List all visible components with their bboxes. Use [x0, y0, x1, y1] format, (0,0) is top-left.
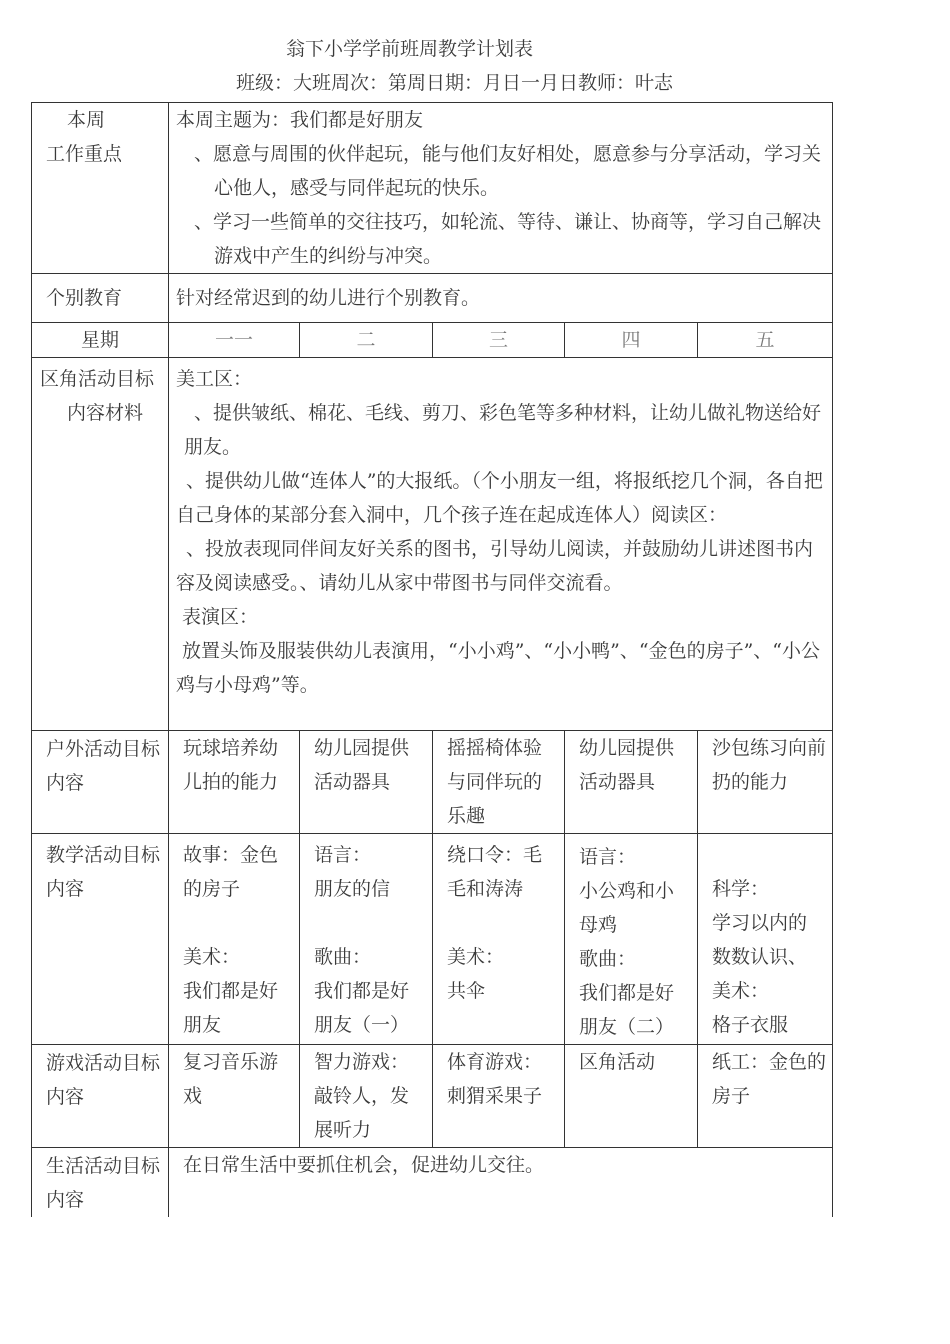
- outdoor-mon: 玩球培养幼儿拍的能力: [169, 731, 300, 834]
- corner-line: 、提供幼儿做“连体人”的大报纸。（个小朋友一组，将报纸挖几个洞，各自把自己身体的某部分套入洞中，几个孩子连在起成连体人）阅读区：: [176, 470, 823, 526]
- individual-row: [32, 274, 833, 323]
- individual-label: 个别教育: [32, 274, 169, 323]
- corner-label: 区角活动目标 内容材料: [32, 358, 169, 731]
- corner-line: 美工区：: [176, 368, 253, 390]
- teaching-tue: 语言： 朋友的信 歌曲： 我们都是好 朋友（一）: [300, 834, 433, 1045]
- weekly-plan-table: [31, 102, 833, 1217]
- games-row: [32, 1045, 833, 1148]
- teaching-fri: 科学： 学习以内的 数数认识、 美术： 格子衣服: [698, 834, 833, 1045]
- class-info-line: 班级：大班周次：第周日期：月日一月日教师：叶志: [236, 72, 674, 94]
- games-mon: 复习音乐游戏: [169, 1045, 300, 1148]
- teaching-wed: 绕口令：毛 毛和涛涛 美术： 共伞: [433, 834, 565, 1045]
- corner-line: 、提供皱纸、棉花、毛线、剪刀、彩色笔等多种材料，让幼儿做礼物送给好朋友。: [184, 402, 822, 458]
- teaching-mon: 故事：金色 的房子 美术： 我们都是好 朋友: [169, 834, 300, 1045]
- outdoor-tue: 幼儿园提供活动器具: [300, 731, 433, 834]
- weekday-label: 星期: [32, 323, 169, 358]
- corner-line: 、投放表现同伴间友好关系的图书，引导幼儿阅读，并鼓励幼儿讲述图书内容及阅读感受。、请幼儿从家中带图书与同伴交流看。: [176, 538, 814, 594]
- weekday-row: [32, 323, 833, 358]
- focus-label: 本周 工作重点: [32, 103, 169, 274]
- games-tue: 智力游戏：敲铃人，发展听力: [300, 1045, 433, 1148]
- games-fri: 纸工：金色的房子: [698, 1045, 833, 1148]
- teaching-label: 教学活动目标内容: [32, 834, 169, 1045]
- focus-content: [169, 103, 833, 274]
- outdoor-row: [32, 731, 833, 834]
- games-label: 游戏活动目标内容: [32, 1045, 169, 1148]
- life-row: [32, 1148, 833, 1218]
- weekday-tue: 二: [300, 323, 433, 358]
- life-label: 生活活动目标内容: [32, 1148, 169, 1218]
- corner-line: 表演区：: [182, 606, 259, 628]
- focus-item: 、学习一些简单的交往技巧，如轮流、等待、谦让、协商等，学习自己解决游戏中产生的纠纷与冲突。: [194, 211, 822, 267]
- teaching-row: [32, 834, 833, 1045]
- focus-item: 、愿意与周围的伙伴起玩，能与他们友好相处，愿意参与分享活动，学习关心他人，感受与同伴起玩的快乐。: [194, 143, 822, 199]
- corner-row: [32, 358, 833, 731]
- focus-theme: 本周主题为：我们都是好朋友: [176, 109, 424, 131]
- outdoor-thu: 幼儿园提供活动器具: [565, 731, 698, 834]
- corner-content: [169, 358, 833, 731]
- games-thu: 区角活动: [565, 1045, 698, 1148]
- outdoor-label: 户外活动目标内容: [32, 731, 169, 834]
- corner-line: 放置头饰及服装供幼儿表演用，“小小鸡”、“小小鸭”、“金色的房子”、“小公鸡与小母鸡”等。: [176, 640, 820, 696]
- teaching-thu: 语言： 小公鸡和小 母鸡 歌曲： 我们都是好 朋友（二）: [565, 834, 698, 1045]
- weekday-fri: 五: [698, 323, 833, 358]
- outdoor-fri: 沙包练习向前扔的能力: [698, 731, 833, 834]
- focus-row: [32, 103, 833, 274]
- life-content: 在日常生活中要抓住机会，促进幼儿交往。: [169, 1148, 833, 1218]
- weekday-thu: 四: [565, 323, 698, 358]
- weekday-wed: 三: [433, 323, 565, 358]
- weekday-mon: 一一: [169, 323, 300, 358]
- individual-content: 针对经常迟到的幼儿进行个别教育。: [169, 274, 833, 323]
- games-wed: 体育游戏：刺猬采果子: [433, 1045, 565, 1148]
- outdoor-wed: 摇摇椅体验与同伴玩的乐趣: [433, 731, 565, 834]
